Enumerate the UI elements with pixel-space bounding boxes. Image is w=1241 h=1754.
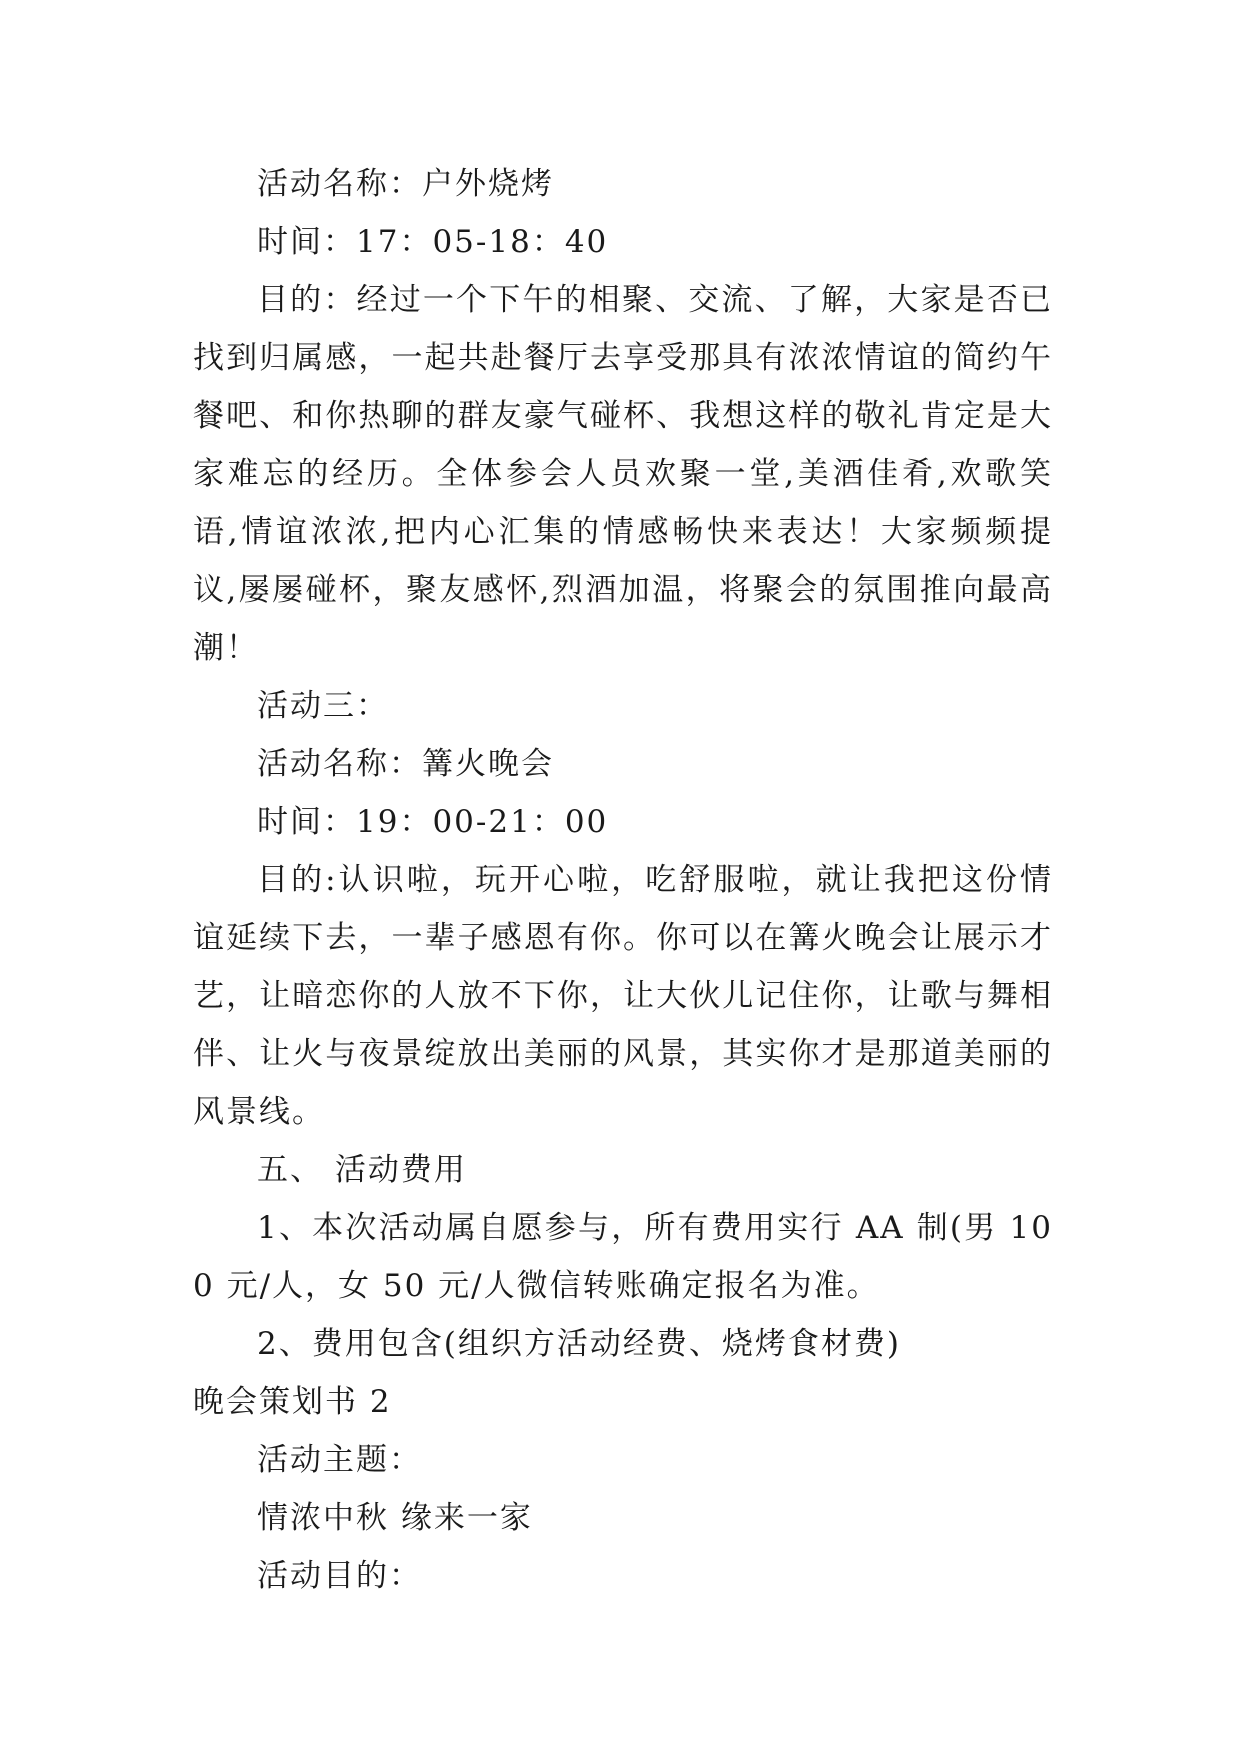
- activity-theme-value: 情浓中秋 缘来一家: [257, 1500, 533, 1536]
- activity-name-line-2: 活动名称：篝火晚会: [257, 746, 554, 782]
- cost-item-1: 1、本次活动属自愿参与，所有费用实行 AA 制(男 100 元/人，女 50 元/人微信转账确定报名为准。: [193, 1210, 1053, 1304]
- document-body: [193, 155, 1053, 1605]
- activity-three-heading: 活动三：: [257, 688, 389, 724]
- activity-theme-label: 活动主题：: [257, 1442, 422, 1478]
- activity-purpose-label: 活动目的：: [257, 1558, 422, 1594]
- time-line-2: 时间：19：00-21：00: [257, 804, 609, 840]
- document-title-2: 晚会策划书 2: [193, 1384, 392, 1420]
- purpose-paragraph-2: 目的:认识啦，玩开心啦，吃舒服啦，就让我把这份情谊延续下去，一辈子感恩有你。你可以在篝火晚会让展示才艺，让暗恋你的人放不下你，让大伙儿记住你，让歌与舞相伴、让火与夜景绽放出美丽的风景，其实你才是那道美丽的风景线。: [193, 862, 1053, 1130]
- activity-name-line: 活动名称：户外烧烤: [257, 166, 554, 202]
- time-line: 时间：17：05-18：40: [257, 224, 609, 260]
- section-heading-costs: 五、 活动费用: [257, 1152, 467, 1188]
- cost-item-2: 2、费用包含(组织方活动经费、烧烤食材费): [257, 1326, 901, 1362]
- purpose-paragraph: 目的：经过一个下午的相聚、交流、了解，大家是否已找到归属感，一起共赴餐厅去享受那具有浓浓情谊的简约午餐吧、和你热聊的群友豪气碰杯、我想这样的敬礼肯定是大家难忘的经历。全体参会人员欢聚一堂,美酒佳肴,欢歌笑语,情谊浓浓,把内心汇集的情感畅快来表达！大家频频提议,屡屡碰杯，聚友感怀,烈酒加温，将聚会的氛围推向最高潮！: [193, 282, 1053, 666]
